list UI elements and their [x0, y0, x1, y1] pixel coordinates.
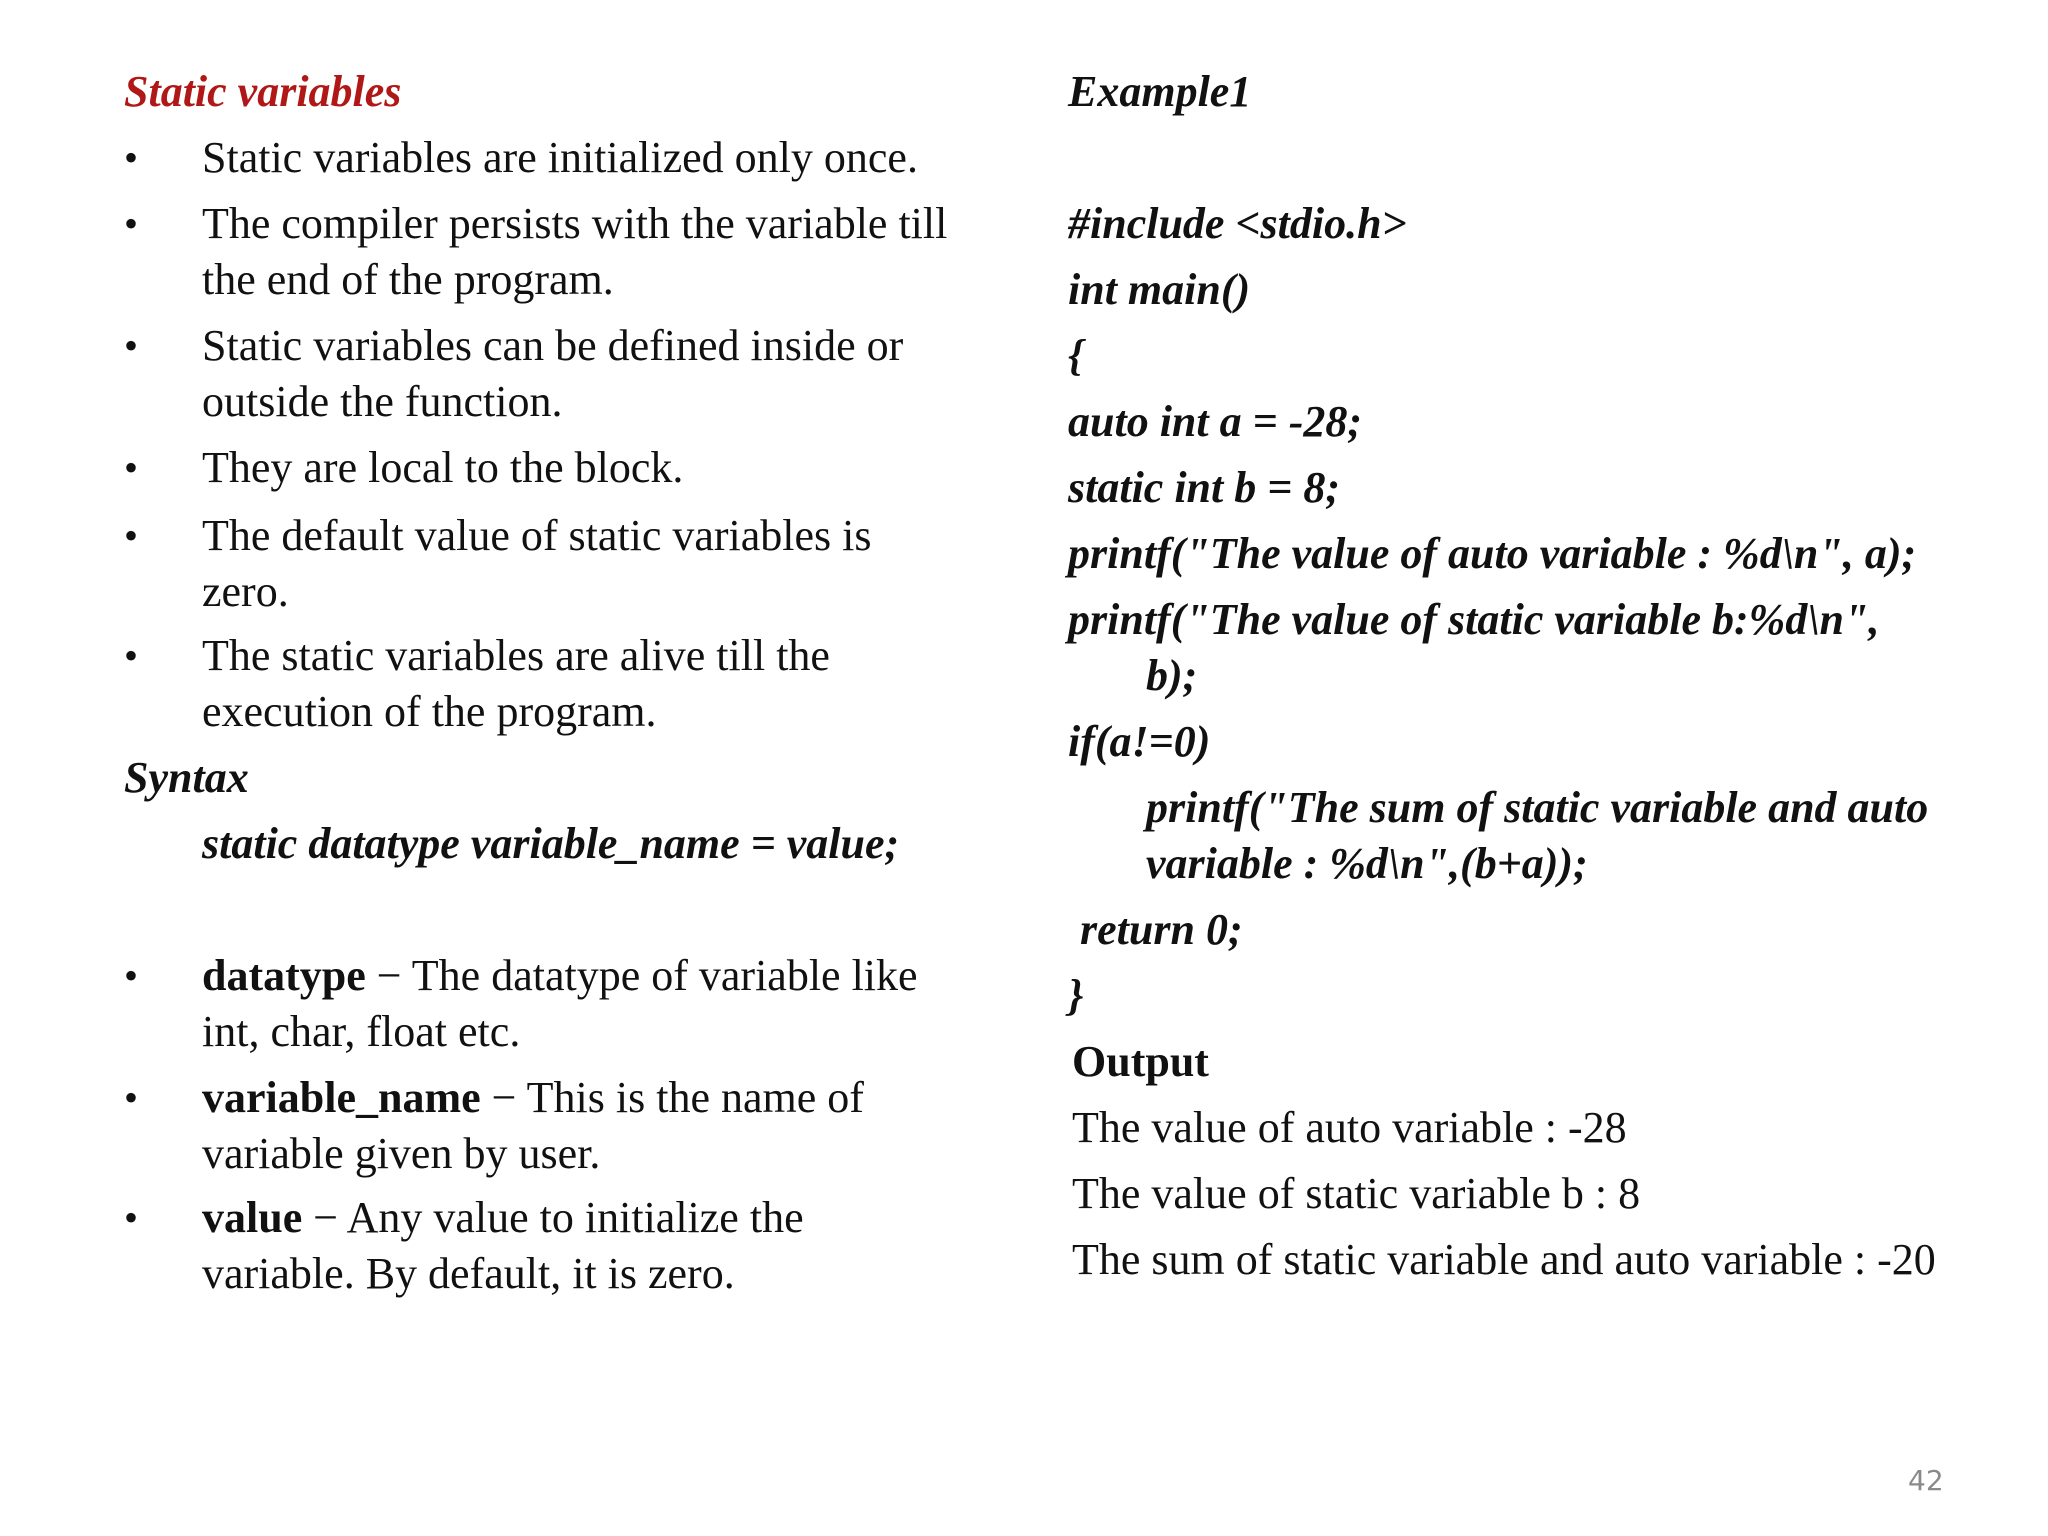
syntax-heading: Syntax [124, 753, 249, 802]
code-line: } [1068, 971, 1084, 1020]
code-line: int main() [1068, 265, 1251, 314]
bullet-text: zero. [202, 567, 289, 616]
code-line: if(a!=0) [1068, 717, 1211, 766]
param-term: datatype [202, 951, 366, 1000]
code-line: printf("The value of auto variable : %d\n", a); [1068, 529, 1917, 578]
bullet-text: Static variables are initialized only once. [202, 133, 918, 182]
bullet-icon: • [124, 1195, 139, 1240]
bullet-text: outside the function. [202, 377, 563, 426]
bullet-text: execution of the program. [202, 687, 657, 736]
syntax-line: static datatype variable_name = value; [202, 819, 900, 868]
bullet-icon: • [124, 953, 139, 998]
bullet-text: The static variables are alive till the [202, 631, 830, 680]
code-line: static int b = 8; [1068, 463, 1340, 512]
param-line [202, 1190, 804, 1246]
param-desc: variable given by user. [202, 1129, 601, 1178]
bullet-icon: • [124, 513, 139, 558]
param-term: value [202, 1193, 303, 1242]
param-term: variable_name [202, 1073, 481, 1122]
param-desc: − This is the name of [480, 1073, 864, 1122]
output-line: The sum of static variable and auto variable : -20 [1072, 1235, 1936, 1284]
param-desc: − The datatype of variable like [365, 951, 918, 1000]
bullet-icon: • [124, 1075, 139, 1120]
bullet-text: The default value of static variables is [202, 511, 872, 560]
code-line: printf("The value of static variable b:%d\n", [1068, 595, 1880, 644]
page-number: 42 [1908, 1464, 1944, 1497]
output-line: The value of auto variable : -28 [1072, 1103, 1627, 1152]
bullet-icon: • [124, 135, 139, 180]
bullet-icon: • [124, 323, 139, 368]
param-line [202, 1070, 864, 1126]
output-line: The value of static variable b : 8 [1072, 1169, 1641, 1218]
bullet-icon: • [124, 445, 139, 490]
code-line: b); [1146, 651, 1198, 700]
param-desc: − Any value to initialize the [302, 1193, 804, 1242]
output-heading: Output [1072, 1037, 1209, 1086]
section-title: Static variables [124, 67, 402, 116]
bullet-icon: • [124, 201, 139, 246]
bullet-text: Static variables can be defined inside or [202, 321, 904, 370]
bullet-text: They are local to the block. [202, 443, 684, 492]
bullet-text: the end of the program. [202, 255, 614, 304]
param-desc: variable. By default, it is zero. [202, 1249, 735, 1298]
param-desc: int, char, float etc. [202, 1007, 521, 1056]
code-line: { [1068, 331, 1084, 380]
bullet-text: The compiler persists with the variable till [202, 199, 948, 248]
code-line: variable : %d\n",(b+a)); [1146, 839, 1588, 888]
code-line: auto int a = -28; [1068, 397, 1362, 446]
bullet-icon: • [124, 633, 139, 678]
param-line [202, 948, 918, 1004]
code-line: printf("The sum of static variable and auto [1146, 783, 1929, 832]
example-title: Example1 [1068, 67, 1252, 116]
code-line: #include <stdio.h> [1068, 199, 1407, 248]
code-line: return 0; [1080, 905, 1243, 954]
